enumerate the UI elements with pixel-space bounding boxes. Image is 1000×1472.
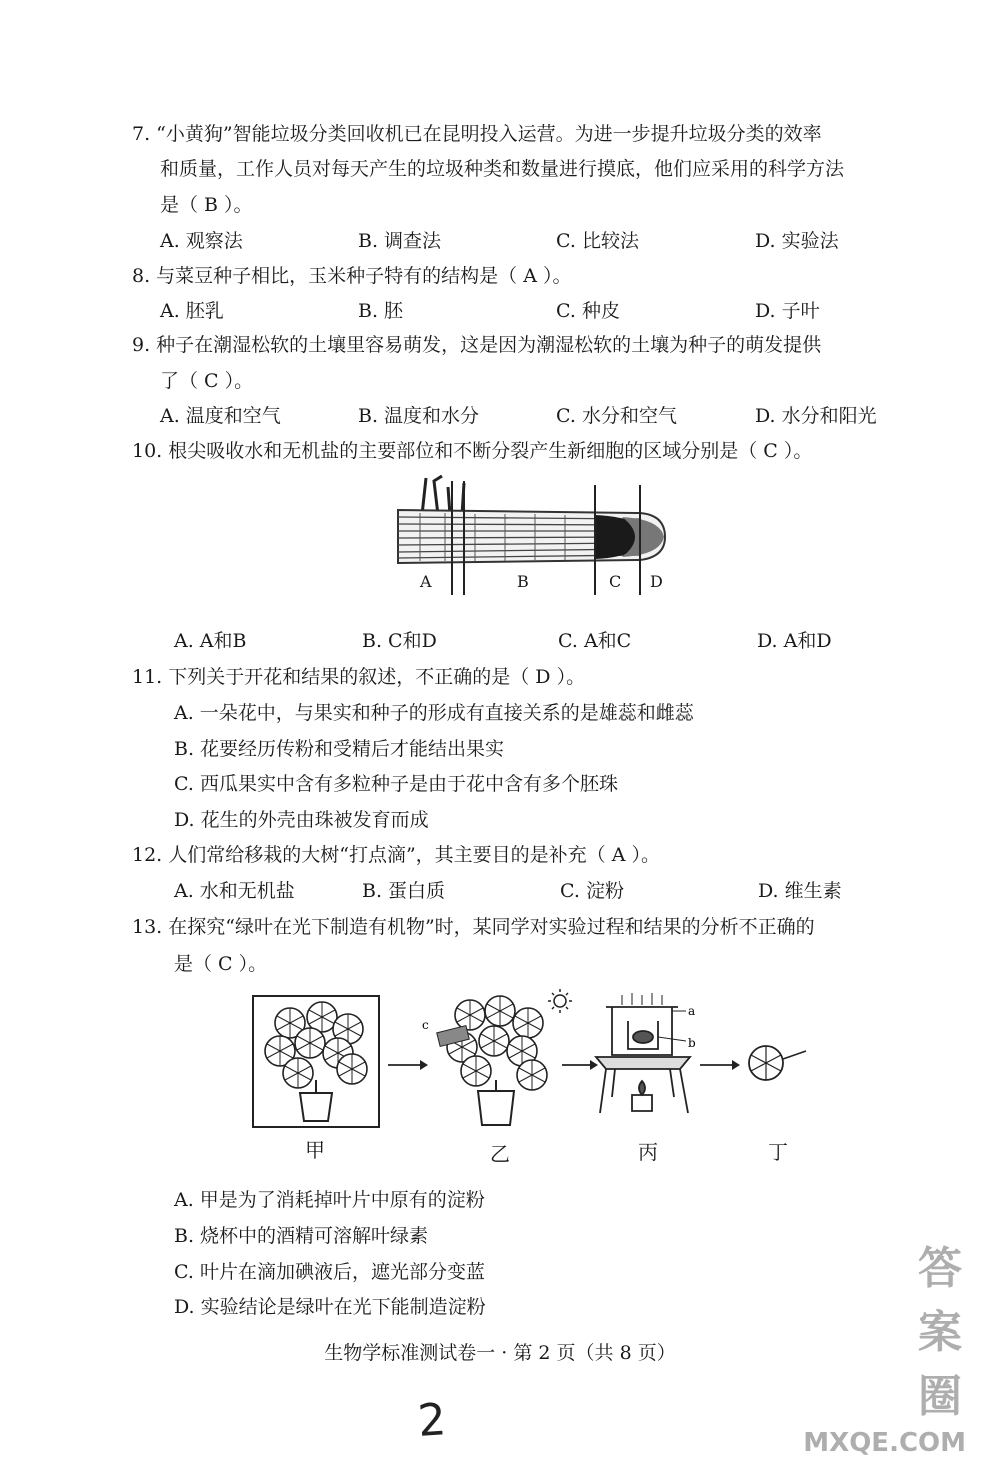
mark-a: a xyxy=(688,1004,696,1018)
q10-line1: 10. 根尖吸收水和无机盐的主要部位和不断分裂产生新细胞的区域分别是（ C ）。 xyxy=(132,440,813,462)
q13-line2: 是（ C ）。 xyxy=(174,953,268,975)
root-label-b: B xyxy=(517,572,529,591)
q11-option-a: A. 一朵花中，与果实和种子的形成有直接关系的是雄蕊和雌蕊 xyxy=(174,702,694,724)
arrow-3 xyxy=(700,1060,740,1070)
plant-jia xyxy=(253,996,379,1127)
water-bath xyxy=(596,993,690,1113)
watermark-url: MXQE.COM xyxy=(803,1428,966,1458)
q12-option-a: A. 水和无机盐 xyxy=(174,880,295,902)
q11-option-b: B. 花要经历传粉和受精后才能结出果实 xyxy=(174,738,505,760)
q10-option-a: A. A和B xyxy=(174,630,247,652)
root-tip-figure xyxy=(390,475,680,600)
sun-icon xyxy=(548,989,572,1013)
q13-option-d: D. 实验结论是绿叶在光下能制造淀粉 xyxy=(174,1296,486,1318)
q13-option-c: C. 叶片在滴加碘液后，遮光部分变蓝 xyxy=(174,1261,485,1283)
root-body xyxy=(398,510,665,563)
q11-line1: 11. 下列关于开花和结果的叙述，不正确的是（ D ）。 xyxy=(132,666,586,688)
leaf-experiment-figure xyxy=(250,985,820,1130)
q9-option-c: C. 水分和空气 xyxy=(556,405,677,427)
mark-c: c xyxy=(422,1018,429,1032)
q8-option-c: C. 种皮 xyxy=(556,300,620,322)
q7-line1: 7. “小黄狗”智能垃圾分类回收机已在昆明投入运营。为进一步提升垃圾分类的效率 xyxy=(132,123,822,145)
q7-option-c: C. 比较法 xyxy=(556,230,639,252)
root-label-a: A xyxy=(420,572,432,591)
q8-line1: 8. 与菜豆种子相比，玉米种子特有的结构是（ A ）。 xyxy=(132,265,572,287)
q12-option-c: C. 淀粉 xyxy=(560,880,624,902)
q12-option-d: D. 维生素 xyxy=(758,880,842,902)
plant-yi xyxy=(437,996,547,1125)
root-label-d: D xyxy=(650,572,663,591)
q10-option-c: C. A和C xyxy=(558,630,632,652)
arrow-2 xyxy=(562,1060,598,1070)
q13-option-a: A. 甲是为了消耗掉叶片中原有的淀粉 xyxy=(174,1189,485,1211)
root-hairs xyxy=(422,476,464,515)
q11-option-d: D. 花生的外壳由珠被发育而成 xyxy=(174,809,429,831)
page-footer: 生物学标准测试卷一 · 第 2 页（共 8 页） xyxy=(324,1342,676,1364)
q7-option-d: D. 实验法 xyxy=(755,230,839,252)
q8-option-d: D. 子叶 xyxy=(755,300,820,322)
q8-option-b: B. 胚 xyxy=(358,300,404,322)
q8-option-a: A. 胚乳 xyxy=(160,300,224,322)
q10-option-b: B. C和D xyxy=(362,630,437,652)
watermark-logo: 答案圈 xyxy=(918,1243,964,1422)
label-bing: 丙 xyxy=(638,1140,658,1164)
q9-line2: 了（ C ）。 xyxy=(160,370,254,392)
label-jia: 甲 xyxy=(305,1138,325,1162)
q9-option-d: D. 水分和阳光 xyxy=(755,405,877,427)
q11-option-c: C. 西瓜果实中含有多粒种子是由于花中含有多个胚珠 xyxy=(174,773,618,795)
root-label-c: C xyxy=(609,572,622,591)
leaf-ding xyxy=(749,1046,806,1080)
q12-option-b: B. 蛋白质 xyxy=(362,880,446,902)
q7-line2: 和质量，工作人员对每天产生的垃圾种类和数量进行摸底，他们应采用的科学方法 xyxy=(160,158,845,180)
q7-option-b: B. 调查法 xyxy=(358,230,442,252)
mark-b: b xyxy=(688,1036,696,1050)
q12-line1: 12. 人们常给移栽的大树“打点滴”，其主要目的是补充（ A ）。 xyxy=(132,844,660,866)
q10-option-d: D. A和D xyxy=(757,630,832,652)
q7-line3: 是（ B ）。 xyxy=(160,194,253,216)
q13-option-b: B. 烧杯中的酒精可溶解叶绿素 xyxy=(174,1225,429,1247)
q9-option-b: B. 温度和水分 xyxy=(358,405,480,427)
arrow-1 xyxy=(388,1060,428,1070)
q9-option-a: A. 温度和空气 xyxy=(160,405,281,427)
label-yi: 乙 xyxy=(490,1142,510,1166)
handwritten-page-number: 2 xyxy=(416,1394,448,1447)
q7-option-a: A. 观察法 xyxy=(160,230,243,252)
q9-line1: 9. 种子在潮湿松软的土壤里容易萌发，这是因为潮湿松软的土壤为种子的萌发提供 xyxy=(132,334,822,356)
q13-line1: 13. 在探究“绿叶在光下制造有机物”时，某同学对实验过程和结果的分析不正确的 xyxy=(132,916,815,938)
label-ding: 丁 xyxy=(768,1140,788,1164)
